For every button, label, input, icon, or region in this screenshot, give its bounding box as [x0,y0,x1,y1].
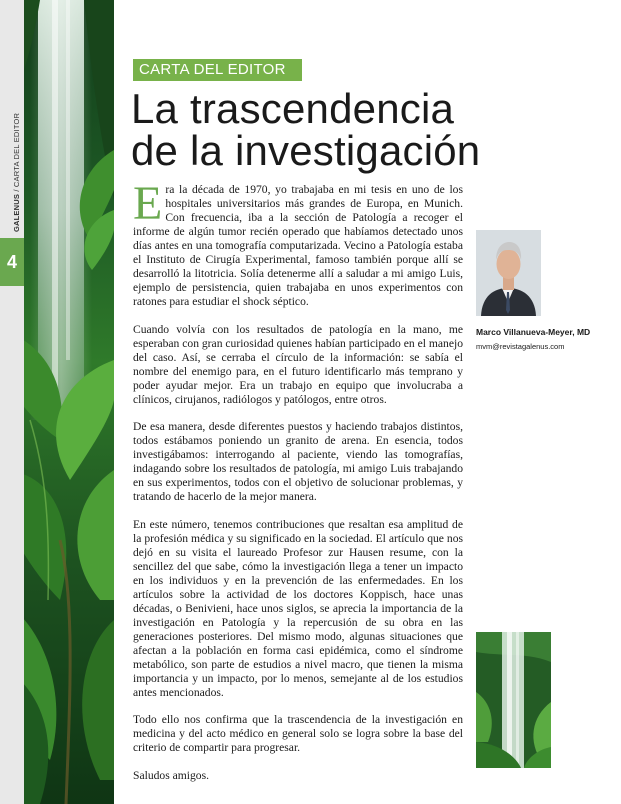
paragraph-6: Saludos amigos. [133,768,210,782]
paragraph-3: De esa manera, desde diferentes puestos y haciendo trabajos distintos, todos estábamos poniendo un granito de arena. En esencia, todos investigábamos: interrogando al paciente, viendo las tomografías, indagando sobre los resultados de patología, mi amigo Luis trabajando en sus experimentos, todos con el objetivo de solucionar problemas, y tratando de hacerlo de la mejor manera. [133,420,463,503]
running-head [12,113,21,232]
waterfall-illustration [476,632,551,768]
paragraph-1-text: ra la década de 1970, yo trabajaba en mi tesis en uno de los hospitales universitarios más grandes de Europa, en Munich. Con frecuencia, iba a la sección de Patología a recoger el informe de algún tumor recién operado que habíamos detectado unos días antes en una tomografía computarizada. Vecino a Patología estaba el Instituto de Cirugía Experimental, famoso también porque allí se desarrolló la litotricia. Solía detenerme allí a saludar a mi amigo Luis, ejemplo de persistencia, quien trabajaba en unos experimentos con ratones para estudiar el shock séptico. [133,183,463,308]
paragraph-4: En este número, tenemos contribuciones que resaltan esa amplitud de la profesión médica y su significado en la sociedad. El artículo que nos dejó en su visita el laureado Profesor zur Hausen resume, con la sencillez del que sabe, cómo la investigación llega a tener un impacto en los individuos y en la prevención de las enfermedades. En los artículos sobre la actividad de los doctores Koppisch, hace unas décadas, o Benivieni, hace unos siglos, se aprecia la importancia de la investigación en Patología y la repercusión de su obra en las generaciones posteriores. Del mismo modo, algunas situaciones que afectan a la población en forma casi epidémica, como el síndrome metabólico, son parte de estudios a nivel macro, que tienen la misma importancia y un impacto, por lo menos, semejante al de los estudios antes mencionados. [133,517,463,699]
title-line-2: de la investigación [131,127,481,174]
waterfall-photo [476,632,551,768]
running-head-section: / CARTA DEL EDITOR [12,112,21,194]
author-portrait [476,230,541,316]
article-body [133,177,463,796]
paragraph-5: Todo ello nos confirma que la trascendencia de la investigación en medicina y del acto médico en general solo se logra sobre la base del criterio de compartir para progresar. [133,713,463,754]
author-email[interactable]: mvm@revistagalenus.com [476,342,565,351]
author-name: Marco Villanueva-Meyer, MD [476,327,591,337]
page-title [131,85,531,174]
page-number: 4 [0,238,24,286]
running-head-brand: GALENUS [12,193,21,232]
drop-cap: E [133,177,163,230]
paragraph-2: Cuando volvía con los resultados de patología en la mano, me esperaban con gran curiosidad quienes habían participado en el manejo del caso. Así, se cerraba el círculo de la información: se sabía el nombre del enemigo para, en el futuro identificarlo más temprano y poder ayudar mejor. Era un trabajo en equipo que involucraba a clínicos, cirujanos, radiólogos y patólogos, entre otros. [133,322,463,406]
section-tag: CARTA DEL EDITOR [133,59,302,81]
title-line-1: La trascendencia [131,85,455,132]
author-portrait-illustration [476,230,541,316]
paragraph-1 [133,177,463,309]
